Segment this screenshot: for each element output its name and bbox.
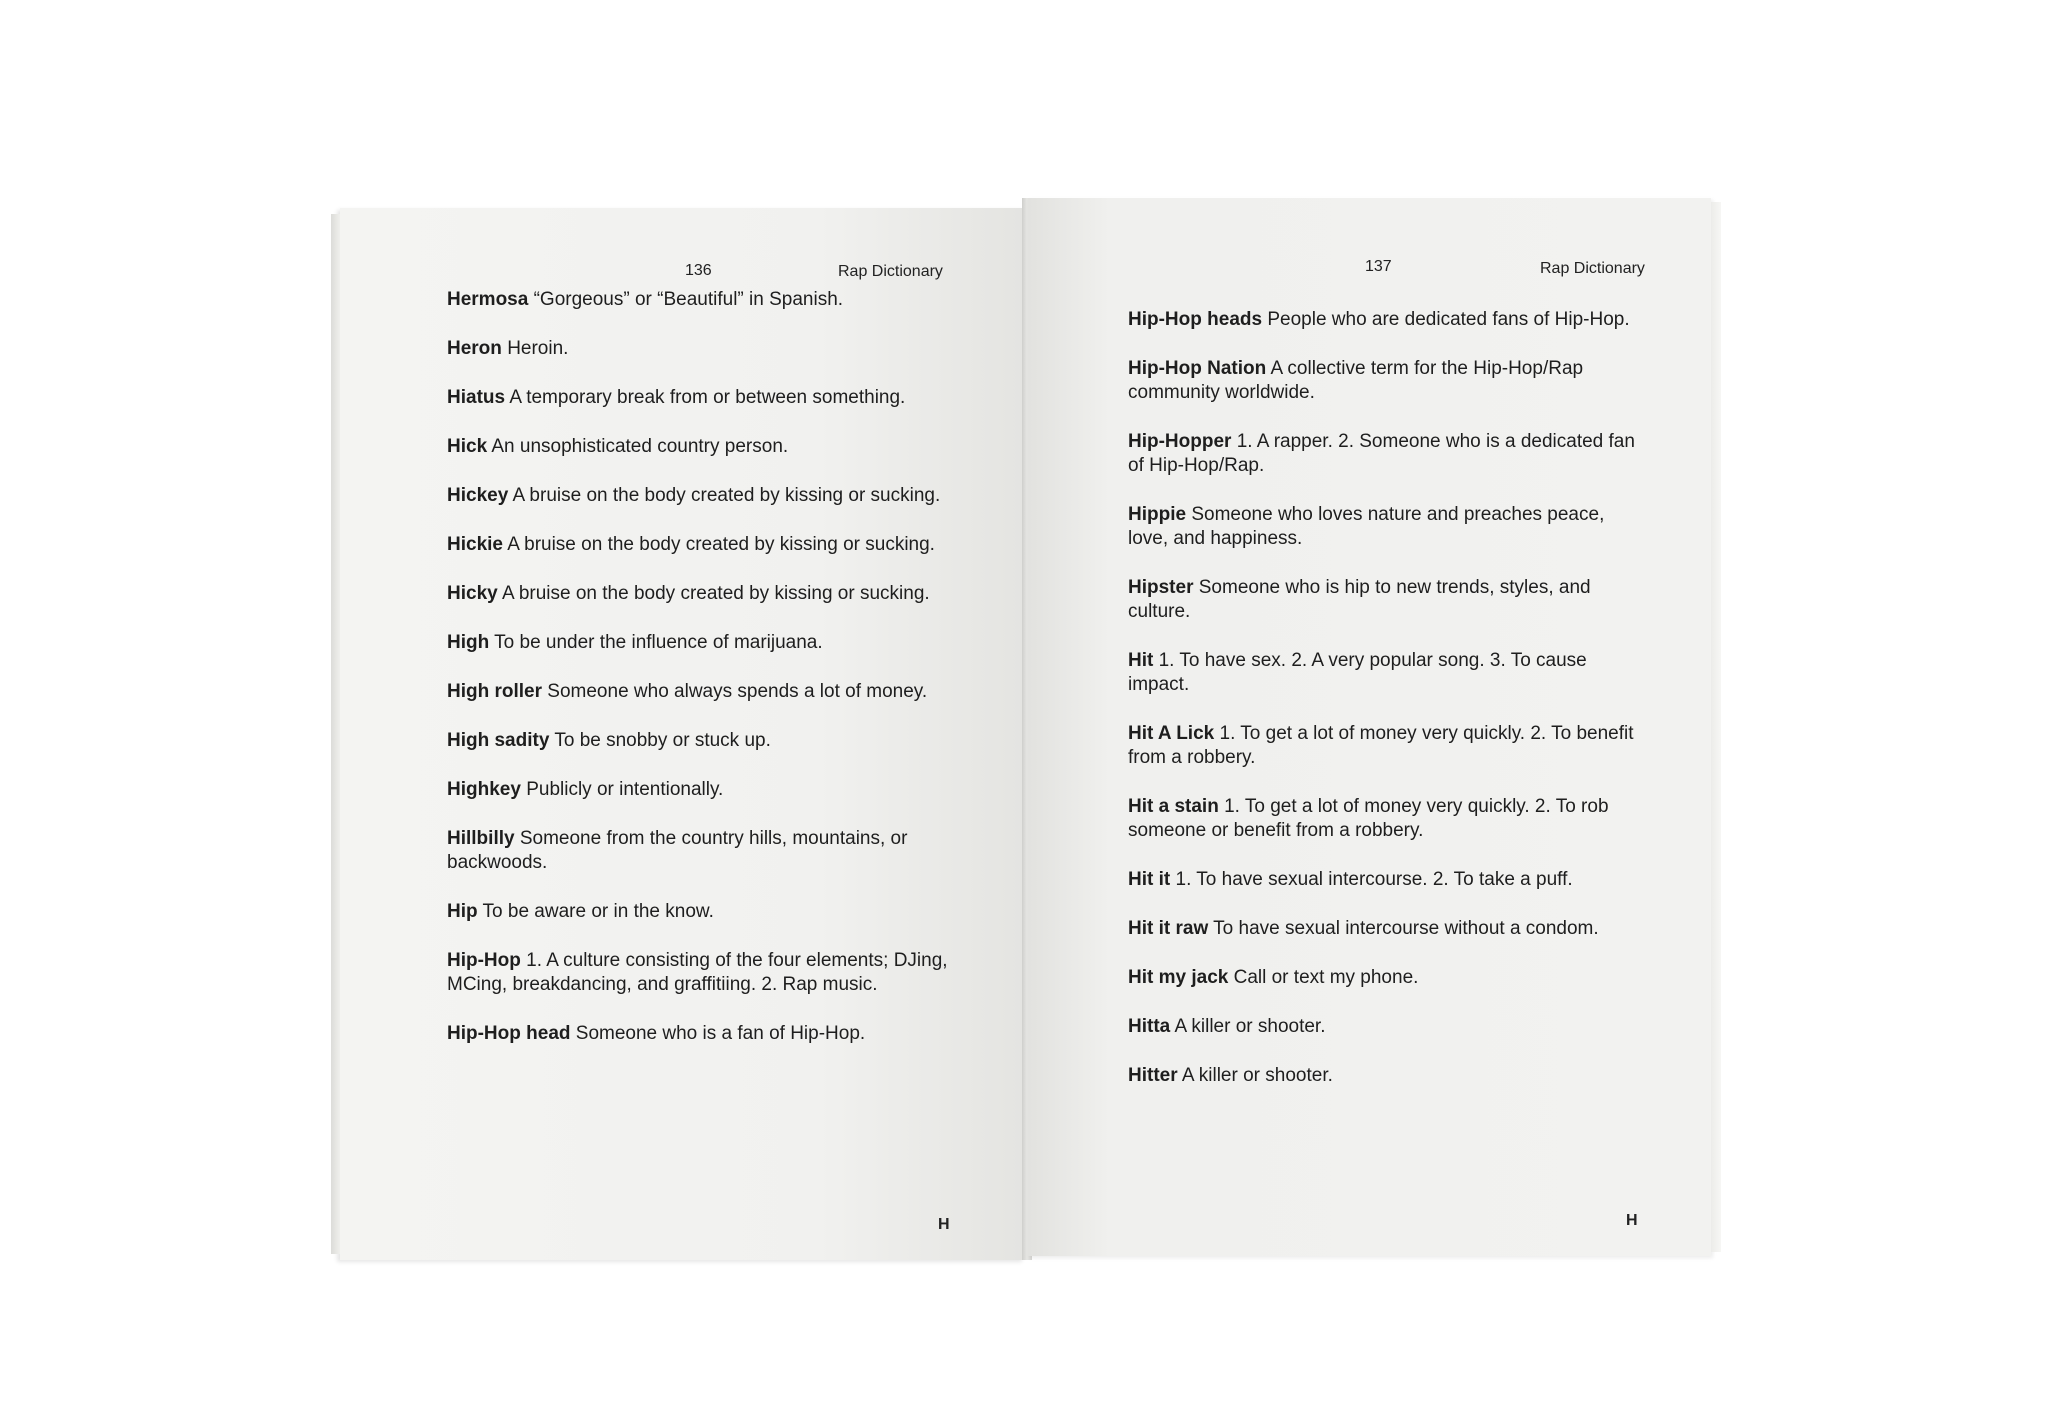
entry-definition: To be snobby or stuck up. (554, 730, 771, 751)
dictionary-entry (1128, 917, 1648, 941)
entry-term: Hick (447, 436, 488, 457)
entry-definition: 1. To get a lot of money very quickly. 2. To rob someone or benefit from a robbery. (1128, 796, 1609, 841)
entry-term: Hit A Lick (1128, 723, 1215, 744)
left-section-letter: H (938, 1216, 950, 1233)
dictionary-entry (447, 582, 967, 606)
entry-term: Hip-Hop (447, 950, 521, 971)
entry-term: Hippie (1128, 504, 1187, 525)
entry-definition: Someone from the country hills, mountains, or backwoods. (447, 828, 908, 873)
entry-term: High (447, 632, 490, 653)
entry-definition: 1. To have sex. 2. A very popular song. 3. To cause impact. (1128, 650, 1587, 695)
entry-term: Hit (1128, 650, 1154, 671)
entry-definition: A killer or shooter. (1174, 1016, 1326, 1037)
entry-definition: A bruise on the body created by kissing or sucking. (507, 534, 935, 555)
entry-definition: “Gorgeous” or “Beautiful” in Spanish. (533, 289, 844, 310)
entry-definition: 1. To get a lot of money very quickly. 2. To benefit from a robbery. (1128, 723, 1634, 768)
dictionary-entry (447, 680, 967, 704)
dictionary-entry (447, 435, 967, 459)
entry-term: Hit a stain (1128, 796, 1219, 817)
entry-definition: Heroin. (507, 338, 569, 359)
right-running-title: Rap Dictionary (1540, 260, 1645, 277)
dictionary-entry (1128, 966, 1648, 990)
entry-term: Hermosa (447, 289, 529, 310)
entry-definition: Publicly or intentionally. (526, 779, 724, 800)
dictionary-entry (1128, 1015, 1648, 1039)
entry-term: Hicky (447, 583, 498, 604)
right-section-letter: H (1626, 1212, 1638, 1229)
right-entry-list (1128, 308, 1648, 1113)
entry-term: Hip-Hop heads (1128, 309, 1263, 330)
dictionary-entry (447, 631, 967, 655)
entry-definition: To be under the influence of marijuana. (494, 632, 823, 653)
entry-definition: A bruise on the body created by kissing or sucking. (501, 583, 930, 604)
entry-term: Hit it (1128, 869, 1171, 890)
entry-term: Hip-Hop Nation (1128, 358, 1267, 379)
entry-term: Hit my jack (1128, 967, 1229, 988)
right-page-number: 137 (1365, 258, 1392, 275)
entry-term: Hip (447, 901, 478, 922)
dictionary-entry (1128, 722, 1648, 770)
dictionary-entry (447, 337, 967, 361)
entry-term: High roller (447, 681, 543, 702)
dictionary-entry (447, 949, 967, 997)
dictionary-entry (447, 386, 967, 410)
dictionary-entry (447, 778, 967, 802)
entry-definition: Someone who loves nature and preaches peace, love, and happiness. (1128, 504, 1605, 549)
entry-definition: A killer or shooter. (1181, 1065, 1333, 1086)
dictionary-entry (1128, 357, 1648, 405)
dictionary-entry (1128, 795, 1648, 843)
entry-term: Hickey (447, 485, 509, 506)
entry-definition: People who are dedicated fans of Hip-Hop. (1267, 309, 1630, 330)
dictionary-entry (1128, 1064, 1648, 1088)
entry-term: Hiatus (447, 387, 506, 408)
entry-term: Hillbilly (447, 828, 515, 849)
entry-term: Highkey (447, 779, 521, 800)
dictionary-entry (1128, 868, 1648, 892)
dictionary-entry (447, 288, 967, 312)
entry-term: Hit it raw (1128, 918, 1209, 939)
entry-definition: To have sexual intercourse without a condom. (1213, 918, 1599, 939)
entry-term: Hip-Hopper (1128, 431, 1232, 452)
entry-term: Hitter (1128, 1065, 1178, 1086)
dictionary-entry (1128, 576, 1648, 624)
entry-definition: 1. A rapper. 2. Someone who is a dedicated fan of Hip-Hop/Rap. (1128, 431, 1635, 476)
dictionary-entry (447, 484, 967, 508)
entry-definition: A temporary break from or between something. (509, 387, 906, 408)
open-book (340, 198, 1720, 1268)
dictionary-entry (1128, 430, 1648, 478)
dictionary-entry (447, 533, 967, 557)
left-page-number: 136 (685, 262, 712, 279)
dictionary-entry (447, 729, 967, 753)
entry-definition: A bruise on the body created by kissing or sucking. (512, 485, 941, 506)
entry-definition: Call or text my phone. (1233, 967, 1419, 988)
entry-term: Hipster (1128, 577, 1194, 598)
entry-definition: A collective term for the Hip-Hop/Rap community worldwide. (1128, 358, 1584, 403)
dictionary-entry (447, 827, 967, 875)
dictionary-entry (447, 900, 967, 924)
dictionary-entry (1128, 308, 1648, 332)
dictionary-entry (1128, 649, 1648, 697)
entry-definition: Someone who is hip to new trends, styles, and culture. (1128, 577, 1591, 622)
entry-definition: An unsophisticated country person. (491, 436, 789, 457)
entry-definition: 1. A culture consisting of the four elements; DJing, MCing, breakdancing, and graffitiing. 2. Rap music. (447, 950, 948, 995)
dictionary-entry (447, 1022, 967, 1046)
entry-definition: 1. To have sexual intercourse. 2. To take a puff. (1175, 869, 1573, 890)
left-running-title: Rap Dictionary (838, 263, 943, 280)
entry-definition: Someone who is a fan of Hip-Hop. (575, 1023, 866, 1044)
right-page (1028, 198, 1711, 1256)
entry-term: Heron (447, 338, 502, 359)
entry-term: High sadity (447, 730, 550, 751)
entry-term: Hitta (1128, 1016, 1171, 1037)
entry-term: Hip-Hop head (447, 1023, 571, 1044)
left-entry-list (447, 288, 967, 1071)
dictionary-entry (1128, 503, 1648, 551)
entry-definition: To be aware or in the know. (482, 901, 714, 922)
entry-term: Hickie (447, 534, 503, 555)
left-page (340, 208, 1025, 1260)
entry-definition: Someone who always spends a lot of money. (547, 681, 928, 702)
